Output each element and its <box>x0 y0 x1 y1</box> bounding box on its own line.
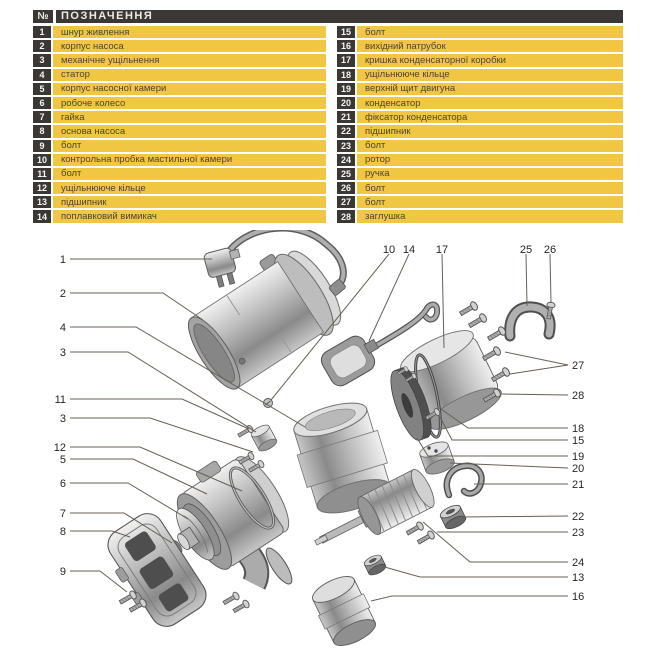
table-row <box>337 54 623 66</box>
row-number-badge: 22 <box>337 125 355 137</box>
table-column-right <box>337 26 623 223</box>
row-number-badge: 14 <box>33 210 51 222</box>
row-number-badge: 16 <box>337 40 355 52</box>
row-label: ущільнююче кільце <box>357 69 623 81</box>
callout-label-20: 20 <box>572 463 585 475</box>
table-row <box>33 210 326 222</box>
bolt-23 <box>405 521 425 537</box>
part-capacitor-terminal <box>427 446 430 449</box>
callout-label-11: 11 <box>54 394 66 406</box>
table-row <box>337 154 623 166</box>
row-label: підшипник <box>53 196 326 208</box>
exploded-view-diagram <box>0 230 648 670</box>
row-label: заглушка <box>357 210 623 222</box>
callout-label-18: 18 <box>572 423 585 435</box>
row-number-badge: 3 <box>33 54 51 66</box>
table-row <box>33 182 326 194</box>
row-number-badge: 23 <box>337 140 355 152</box>
row-number-badge: 1 <box>33 26 51 38</box>
bolt-11 <box>237 424 255 439</box>
bolt-cluster <box>467 313 488 330</box>
table-row <box>33 83 326 95</box>
row-label: основа насоса <box>53 125 326 137</box>
callout-label-2: 2 <box>59 288 66 300</box>
table-row <box>33 168 326 180</box>
table-row <box>337 196 623 208</box>
table-row <box>337 26 623 38</box>
table-row <box>337 168 623 180</box>
row-label: статор <box>53 69 326 81</box>
table-row <box>33 154 326 166</box>
row-label: шнур живлення <box>53 26 326 38</box>
row-number-badge: 13 <box>33 196 51 208</box>
callout-leader-11 <box>70 399 249 429</box>
row-label: механічне ущільнення <box>53 54 326 66</box>
callout-label-27: 27 <box>572 360 585 372</box>
row-label: конденсатор <box>357 97 623 109</box>
bolt-27 <box>481 346 502 363</box>
callout-label-7: 7 <box>59 508 66 520</box>
row-number-badge: 18 <box>337 69 355 81</box>
callout-label-22: 22 <box>572 511 585 523</box>
row-label: болт <box>53 168 326 180</box>
callout-leader-28 <box>502 394 568 395</box>
row-label: кришка конденсаторної коробки <box>357 54 623 66</box>
bolt-9 <box>118 590 138 606</box>
row-number-badge: 24 <box>337 154 355 166</box>
callout-leader-16 <box>371 596 568 601</box>
callout-label-28: 28 <box>572 390 585 402</box>
bolt-9 <box>222 591 241 606</box>
part-outlet-pipe <box>307 570 381 651</box>
row-number-badge: 20 <box>337 97 355 109</box>
callout-leader-26 <box>550 254 551 303</box>
row-number-badge: 26 <box>337 182 355 194</box>
table-row <box>337 69 623 81</box>
row-number-badge: 6 <box>33 97 51 109</box>
callout-label-3: 3 <box>59 413 66 425</box>
callout-label-14: 14 <box>402 244 416 256</box>
row-label: верхній щит двигуна <box>357 83 623 95</box>
row-number-badge: 8 <box>33 125 51 137</box>
callout-leader-2 <box>70 293 203 320</box>
table-row <box>33 196 326 208</box>
table-row <box>337 125 623 137</box>
row-label: ручка <box>357 168 623 180</box>
callout-label-10: 10 <box>382 244 396 256</box>
row-number-badge: 10 <box>33 154 51 166</box>
row-number-badge: 19 <box>337 83 355 95</box>
row-number-badge: 28 <box>337 210 355 222</box>
row-number-badge: 15 <box>337 26 355 38</box>
row-label: підшипник <box>357 125 623 137</box>
row-number-badge: 11 <box>33 168 51 180</box>
callout-label-13: 13 <box>572 572 585 584</box>
row-label: корпус насоса <box>53 40 326 52</box>
table-row <box>33 26 326 38</box>
table-row <box>337 210 623 222</box>
col-designation-header: ПОЗНАЧЕННЯ <box>61 10 154 22</box>
table-column-left <box>33 26 326 223</box>
table-row <box>33 40 326 52</box>
table-row <box>337 111 623 123</box>
table-row <box>33 54 326 66</box>
row-number-badge: 17 <box>337 54 355 66</box>
callout-label-24: 24 <box>572 557 585 569</box>
callout-label-25: 25 <box>519 244 533 256</box>
row-label: болт <box>357 140 623 152</box>
callout-label-12: 12 <box>53 442 66 454</box>
callout-leader-27 <box>510 365 568 374</box>
table-row <box>33 97 326 109</box>
table-row <box>337 83 623 95</box>
part-capacitor-fixator-highlight <box>447 466 482 495</box>
row-label: ротор <box>357 154 623 166</box>
part-plug <box>203 245 246 289</box>
row-label: вихідний патрубок <box>357 40 623 52</box>
callout-label-23: 23 <box>572 527 585 539</box>
row-number-badge: 4 <box>33 69 51 81</box>
row-label: робоче колесо <box>53 97 326 109</box>
row-number-badge: 9 <box>33 140 51 152</box>
bolt-cluster <box>458 301 479 318</box>
table-row <box>337 40 623 52</box>
row-number-badge: 7 <box>33 111 51 123</box>
table-header <box>33 10 623 23</box>
bolt-23 <box>416 530 436 546</box>
row-label: корпус насосної камери <box>53 83 326 95</box>
row-number-badge: 12 <box>33 182 51 194</box>
callout-leader-13 <box>381 566 568 577</box>
callout-label-9: 9 <box>59 566 66 578</box>
row-label: контрольна пробка мастильної камери <box>53 154 326 166</box>
callout-leader-22 <box>462 516 568 517</box>
row-label: фіксатор конденсатора <box>357 111 623 123</box>
part-float-switch <box>318 328 386 389</box>
table-row <box>33 111 326 123</box>
table-row <box>33 125 326 137</box>
row-label: болт <box>357 196 623 208</box>
row-label: гайка <box>53 111 326 123</box>
row-number-badge: 5 <box>33 83 51 95</box>
callout-label-15: 15 <box>572 435 585 447</box>
table-columns <box>33 26 623 223</box>
row-number-badge: 2 <box>33 40 51 52</box>
table-row <box>33 140 326 152</box>
part-bearing-lower <box>363 553 388 577</box>
row-label: болт <box>357 182 623 194</box>
row-label: болт <box>357 26 623 38</box>
part-capacitor-terminal <box>434 449 437 452</box>
row-label: поплавковий вимикач <box>53 210 326 222</box>
table-row <box>337 97 623 109</box>
bolt-9 <box>232 599 251 614</box>
callout-label-8: 8 <box>59 526 66 538</box>
callout-label-3: 3 <box>59 347 66 359</box>
table-row <box>337 140 623 152</box>
callout-label-19: 19 <box>572 451 585 463</box>
callout-leader-6 <box>70 483 188 519</box>
row-number-badge: 25 <box>337 168 355 180</box>
bolt-cluster <box>486 326 507 343</box>
callout-leader-27 <box>505 352 568 365</box>
callout-label-26: 26 <box>543 244 557 256</box>
row-number-badge: 21 <box>337 111 355 123</box>
part-mechanical-seal <box>250 423 279 454</box>
callout-label-1: 1 <box>59 254 66 266</box>
row-label: болт <box>53 140 326 152</box>
row-label: ущільнююче кільце <box>53 182 326 194</box>
callout-leader-17 <box>442 254 444 348</box>
callout-leader-25 <box>526 254 527 306</box>
callout-label-16: 16 <box>572 591 585 603</box>
callout-label-4: 4 <box>59 322 66 334</box>
callout-label-6: 6 <box>59 478 66 490</box>
table-row <box>337 182 623 194</box>
callout-label-21: 21 <box>572 479 585 491</box>
callout-label-17: 17 <box>435 244 449 256</box>
parts-table <box>33 10 623 223</box>
callout-label-5: 5 <box>59 454 66 466</box>
table-row <box>33 69 326 81</box>
row-number-badge: 27 <box>337 196 355 208</box>
callout-leader-24 <box>423 522 568 562</box>
col-number-header: № <box>37 11 49 22</box>
